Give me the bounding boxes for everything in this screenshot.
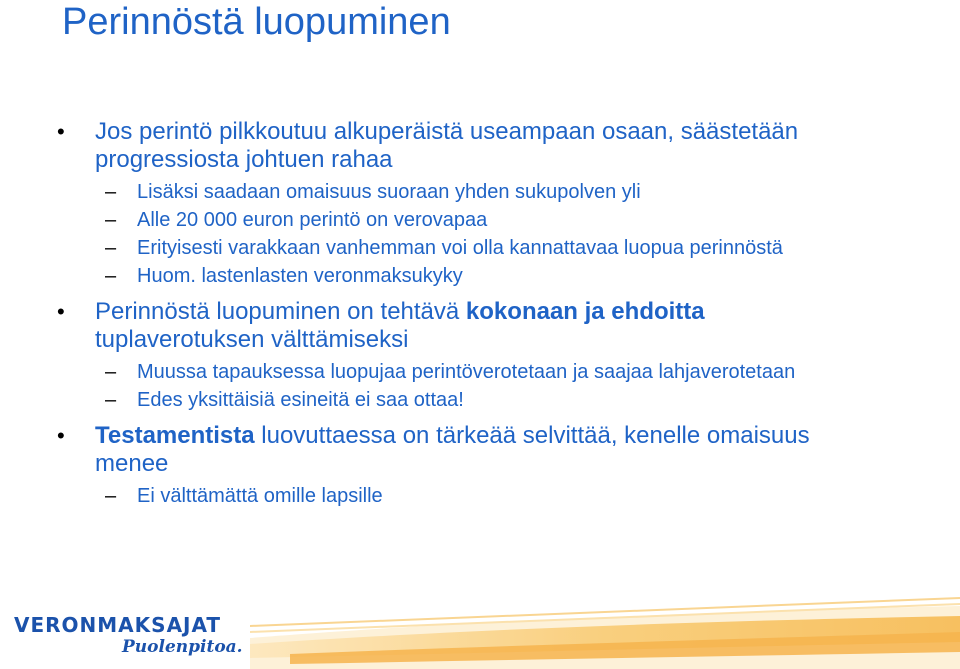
sub-bullet-3-1 xyxy=(105,484,897,508)
dash-mark: – xyxy=(105,237,117,259)
sub-bullet-text: Alle 20 000 euron perintö on verovapaa xyxy=(137,209,488,231)
slide-body xyxy=(0,118,960,508)
sub-bullet-text: Muussa tapauksessa luopujaa perintöverotetaan ja saajaa lahjaverotetaan xyxy=(137,361,796,383)
bullet-3 xyxy=(57,422,875,478)
bullet-2-post: tuplaverotuksen välttämiseksi xyxy=(95,326,409,353)
bullet-2 xyxy=(57,298,875,354)
sub-bullet-1-2 xyxy=(105,208,897,232)
logo-tagline: Puolenpitoa. xyxy=(122,637,243,657)
bullet-1 xyxy=(57,118,875,174)
sub-bullet-text: Ei välttämättä omille lapsille xyxy=(137,485,383,507)
sub-bullet-1-1 xyxy=(105,180,897,204)
sub-bullet-text: Erityisesti varakkaan vanhemman voi olla kannattavaa luopua perinnöstä xyxy=(137,237,783,259)
dash-mark: – xyxy=(105,209,117,231)
sub-bullet-1-4 xyxy=(105,264,897,288)
bullet-1-text: Jos perintö pilkkoutuu alkuperäistä useampaan osaan, säästetään progressiosta johtuen rahaa xyxy=(95,118,799,173)
dash-mark: – xyxy=(105,361,117,383)
dash-mark: – xyxy=(105,265,117,287)
footer-stripe-decoration xyxy=(250,592,960,669)
sub-bullet-text: Huom. lastenlasten veronmaksukyky xyxy=(137,265,463,287)
bullet-3-bold: Testamentista xyxy=(95,422,255,449)
sub-bullet-1-3 xyxy=(105,236,897,260)
sub-bullet-2-2 xyxy=(105,388,897,412)
dash-mark: – xyxy=(105,181,117,203)
bullet-3-post: luovuttaessa on tärkeää selvittää, kenelle omaisuus menee xyxy=(95,422,810,477)
bullet-2-bold: kokonaan ja ehdoitta xyxy=(465,298,705,325)
sub-bullet-text: Lisäksi saadaan omaisuus suoraan yhden sukupolven yli xyxy=(137,181,641,203)
bullet-mark: • xyxy=(57,423,65,448)
sub-bullet-2-1 xyxy=(105,360,897,384)
logo-wordmark: VERONMAKSAJAT xyxy=(14,613,222,637)
dash-mark: – xyxy=(105,389,117,411)
dash-mark: – xyxy=(105,485,117,507)
bullet-2-pre: Perinnöstä luopuminen on tehtävä xyxy=(95,298,466,325)
slide-title: Perinnöstä luopuminen xyxy=(62,1,451,43)
veronmaksajat-logo xyxy=(14,614,243,658)
sub-bullet-text: Edes yksittäisiä esineitä ei saa ottaa! xyxy=(137,389,464,411)
bullet-mark: • xyxy=(57,119,65,144)
bullet-mark: • xyxy=(57,299,65,324)
